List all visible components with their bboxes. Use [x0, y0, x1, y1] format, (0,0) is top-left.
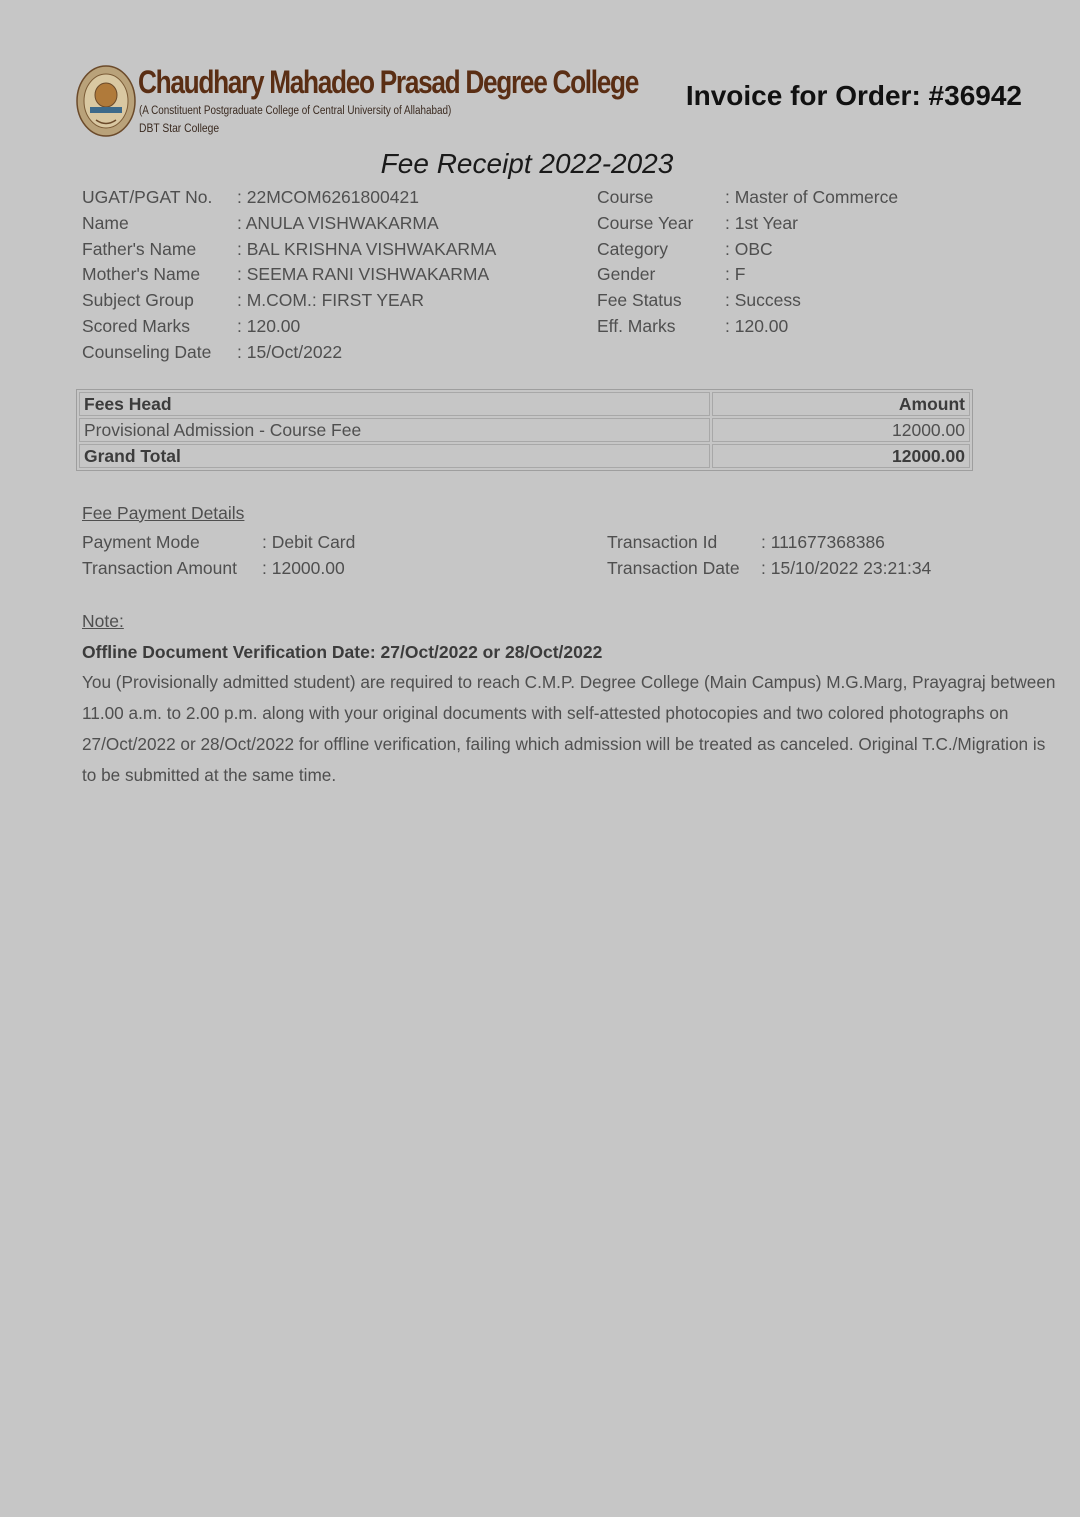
detail-row-scored-marks — [82, 314, 496, 340]
detail-value: : SEEMA RANI VISHWAKARMA — [237, 264, 490, 285]
detail-row-father-name — [82, 237, 496, 263]
detail-row-fee-status — [597, 288, 898, 314]
detail-value: : BAL KRISHNA VISHWAKARMA — [237, 238, 497, 259]
fees-table — [76, 389, 973, 471]
detail-row-category — [597, 237, 898, 263]
payment-details-right — [607, 529, 931, 581]
payment-label: Transaction Date — [607, 558, 740, 578]
payment-row-amount — [82, 555, 355, 581]
detail-row-gender — [597, 262, 898, 288]
detail-label: Eff. Marks — [597, 315, 676, 336]
detail-label: Father's Name — [82, 238, 197, 259]
detail-label: Mother's Name — [82, 264, 201, 285]
fees-head-cell: Provisional Admission - Course Fee — [79, 418, 710, 442]
detail-row-course — [597, 185, 898, 211]
payment-row-transaction-date — [607, 555, 931, 581]
detail-value: : 120.00 — [725, 315, 789, 336]
detail-value: : 22MCOM6261800421 — [237, 187, 419, 207]
grand-total-amount: 12000.00 — [712, 444, 970, 468]
detail-label: Counseling Date — [82, 341, 212, 362]
payment-row-transaction-id — [607, 529, 931, 555]
detail-value: : OBC — [725, 238, 773, 259]
detail-row-course-year — [597, 211, 898, 237]
student-details-left — [82, 185, 496, 366]
detail-value: : 1st Year — [725, 212, 798, 233]
receipt-title: Fee Receipt 2022-2023 — [380, 148, 674, 179]
detail-row-name — [82, 211, 496, 237]
note-body: You (Provisionally admitted student) are required to reach C.M.P. Degree College (Main Campus) M.G.Marg, Prayagraj between 11.00 a.m. to 2.00 p.m. along with your original documents with self-attested photocopies and two colored photographs on 27/Oct/2022 or 28/Oct/2022 for offline verification, failing which admission will be treated as canceled. Original T.C./Migration is to be submitted at the same time. — [82, 672, 1056, 785]
payment-value: : 111677368386 — [761, 532, 885, 552]
payment-value: : 15/10/2022 23:21:34 — [761, 558, 932, 578]
student-details-right — [597, 185, 898, 340]
fees-head-column-header: Fees Head — [79, 392, 710, 416]
detail-label: Scored Marks — [82, 315, 190, 336]
detail-label: Category — [597, 238, 669, 259]
detail-row-counseling-date — [82, 340, 496, 366]
grand-total-label: Grand Total — [79, 444, 710, 468]
payment-label: Transaction Amount — [82, 558, 237, 578]
fees-table-header — [79, 392, 970, 416]
payment-details-title: Fee Payment Details — [82, 503, 245, 523]
detail-row-ugat-no — [82, 185, 496, 211]
detail-row-eff-marks — [597, 314, 898, 340]
payment-value: : 12000.00 — [262, 558, 345, 578]
amount-column-header: Amount — [712, 392, 970, 416]
detail-value: : Success — [725, 290, 801, 311]
detail-label: Course Year — [597, 212, 694, 233]
college-subtitle: (A Constituent Postgraduate College of Central University of Allahabad) — [139, 105, 452, 117]
payment-details-left — [82, 529, 355, 581]
verification-date-note: Offline Document Verification Date: 27/Oct/2022 or 28/Oct/2022 — [82, 642, 603, 662]
payment-label: Transaction Id — [607, 532, 718, 552]
detail-value: : 120.00 — [237, 315, 301, 336]
college-tagline: DBT Star College — [139, 121, 220, 135]
detail-row-mother-name — [82, 262, 496, 288]
detail-label: Course — [597, 187, 654, 207]
amount-cell: 12000.00 — [712, 418, 970, 442]
note-title: Note: — [82, 611, 124, 631]
invoice-title: Invoice for Order: #36942 — [685, 80, 1022, 111]
detail-value: : F — [725, 264, 746, 285]
table-row — [79, 418, 970, 442]
payment-label: Payment Mode — [82, 532, 200, 552]
college-name: Chaudhary Mahadeo Prasad Degree College — [138, 64, 639, 100]
detail-value: : M.COM.: FIRST YEAR — [237, 290, 425, 311]
payment-value: : Debit Card — [262, 532, 356, 552]
payment-row-mode — [82, 529, 355, 555]
detail-value: : ANULA VISHWAKARMA — [237, 212, 439, 233]
detail-label: Name — [82, 212, 129, 233]
detail-row-subject-group — [82, 288, 496, 314]
detail-label: UGAT/PGAT No. — [82, 187, 213, 207]
grand-total-row — [79, 444, 970, 468]
college-seal-icon — [76, 65, 136, 137]
detail-label: Subject Group — [82, 290, 194, 311]
detail-label: Fee Status — [597, 290, 682, 311]
detail-label: Gender — [597, 264, 656, 285]
detail-value: : 15/Oct/2022 — [237, 341, 343, 362]
detail-value: : Master of Commerce — [725, 187, 899, 207]
